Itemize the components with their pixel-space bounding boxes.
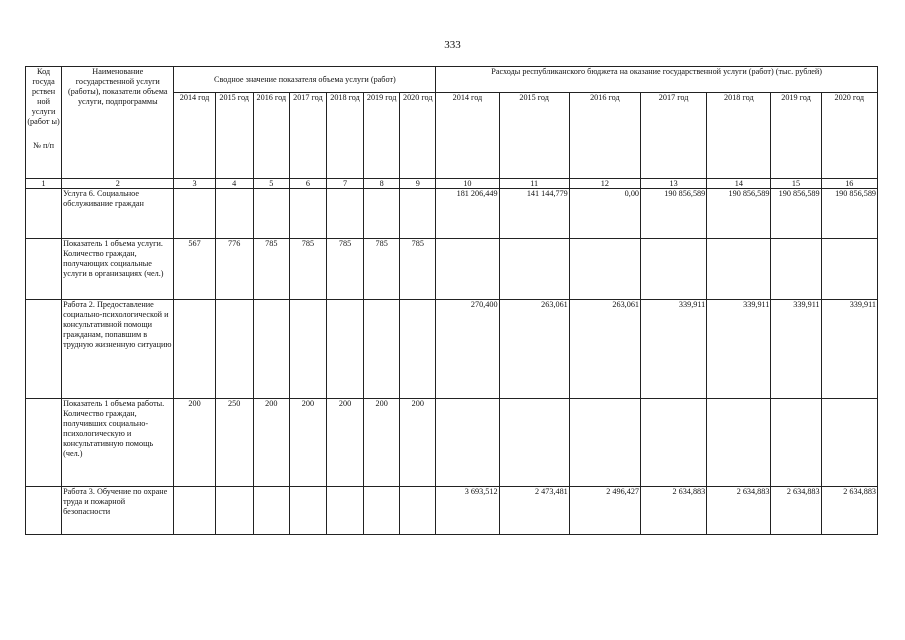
- volume-cell: [174, 189, 215, 239]
- expense-cell: [569, 399, 640, 487]
- column-number: 1: [26, 179, 62, 189]
- volume-cell: [253, 189, 289, 239]
- volume-cell: [326, 487, 363, 535]
- expense-cell: 0,00: [569, 189, 640, 239]
- expense-cell: [499, 239, 569, 300]
- volume-cell: [326, 300, 363, 399]
- header-volume-year: 2015 год: [215, 93, 253, 179]
- volume-cell: 785: [400, 239, 436, 300]
- volume-cell: [400, 189, 436, 239]
- row-code: [26, 487, 62, 535]
- volume-cell: 785: [289, 239, 326, 300]
- expense-cell: [707, 239, 771, 300]
- volume-cell: [253, 487, 289, 535]
- volume-cell: [215, 300, 253, 399]
- column-number: 14: [707, 179, 771, 189]
- header-expense-year: 2018 год: [707, 93, 771, 179]
- volume-cell: [174, 300, 215, 399]
- header-volume-year: 2019 год: [364, 93, 400, 179]
- expense-cell: 339,911: [771, 300, 821, 399]
- header-volume-year: 2014 год: [174, 93, 215, 179]
- expense-cell: 339,911: [707, 300, 771, 399]
- column-number: 5: [253, 179, 289, 189]
- expense-cell: 339,911: [641, 300, 707, 399]
- column-number: 8: [364, 179, 400, 189]
- header-code-np: № п/п: [33, 141, 54, 150]
- header-volume-year: 2017 год: [289, 93, 326, 179]
- column-number: 12: [569, 179, 640, 189]
- header-expense-year: 2015 год: [499, 93, 569, 179]
- table-row: [26, 239, 878, 300]
- expense-cell: 2 634,883: [821, 487, 877, 535]
- row-name: Показатель 1 объема работы. Количество граждан, получивших социально-психологическую и консультативную помощь (чел.): [62, 399, 174, 487]
- volume-cell: 785: [326, 239, 363, 300]
- expense-cell: 190 856,589: [821, 189, 877, 239]
- volume-cell: [289, 487, 326, 535]
- volume-cell: [215, 487, 253, 535]
- expense-cell: 2 634,883: [641, 487, 707, 535]
- table-row: [26, 487, 878, 535]
- column-number: 15: [771, 179, 821, 189]
- volume-cell: 567: [174, 239, 215, 300]
- volume-cell: 200: [364, 399, 400, 487]
- column-number: 9: [400, 179, 436, 189]
- volume-cell: [174, 487, 215, 535]
- volume-cell: [289, 300, 326, 399]
- expense-cell: 190 856,589: [707, 189, 771, 239]
- header-expense-year: 2017 год: [641, 93, 707, 179]
- expense-cell: 181 206,449: [436, 189, 499, 239]
- page-number: 333: [444, 39, 461, 51]
- volume-cell: 785: [364, 239, 400, 300]
- row-name: Работа 3. Обучение по охране труда и пожарной безопасности: [62, 487, 174, 535]
- expense-cell: 2 473,481: [499, 487, 569, 535]
- expense-cell: [499, 399, 569, 487]
- expense-cell: 2 634,883: [771, 487, 821, 535]
- budget-table: [25, 66, 878, 535]
- volume-cell: [253, 300, 289, 399]
- row-code: [26, 239, 62, 300]
- header-volume-year: 2018 год: [326, 93, 363, 179]
- expense-cell: [771, 399, 821, 487]
- row-name: Услуга 6. Социальное обслуживание граждан: [62, 189, 174, 239]
- expense-cell: [641, 239, 707, 300]
- table-row: [26, 300, 878, 399]
- volume-cell: [400, 487, 436, 535]
- expense-cell: [821, 399, 877, 487]
- column-number: 7: [326, 179, 363, 189]
- header-expense-group: Расходы республиканского бюджета на оказание государственной услуги (работ) (тыс. рублей): [436, 67, 878, 93]
- header-expense-year: 2020 год: [821, 93, 877, 179]
- header-volume-group: Сводное значение показателя объема услуги (работ): [174, 67, 436, 93]
- header-row-groups: [26, 67, 878, 93]
- column-number: 16: [821, 179, 877, 189]
- table-row: [26, 399, 878, 487]
- column-number: 13: [641, 179, 707, 189]
- row-code: [26, 300, 62, 399]
- volume-cell: [289, 189, 326, 239]
- header-volume-year: 2016 год: [253, 93, 289, 179]
- expense-cell: [641, 399, 707, 487]
- expense-cell: [569, 239, 640, 300]
- expense-cell: 3 693,512: [436, 487, 499, 535]
- table-row: [26, 189, 878, 239]
- row-code: [26, 399, 62, 487]
- header-code-label: Код госуда рствен ной услуги (работ ы): [27, 67, 60, 126]
- expense-cell: [436, 239, 499, 300]
- volume-cell: 200: [326, 399, 363, 487]
- expense-cell: 263,061: [569, 300, 640, 399]
- expense-cell: 263,061: [499, 300, 569, 399]
- expense-cell: 2 634,883: [707, 487, 771, 535]
- volume-cell: [326, 189, 363, 239]
- volume-cell: 200: [289, 399, 326, 487]
- expense-cell: [707, 399, 771, 487]
- expense-cell: [436, 399, 499, 487]
- row-name: Работа 2. Предоставление социально-психологической и консультативной помощи гражданам, попавшим в трудную жизненную ситуацию: [62, 300, 174, 399]
- volume-cell: 785: [253, 239, 289, 300]
- header-expense-year: 2016 год: [569, 93, 640, 179]
- expense-cell: 141 144,779: [499, 189, 569, 239]
- expense-cell: [771, 239, 821, 300]
- row-code: [26, 189, 62, 239]
- volume-cell: 200: [253, 399, 289, 487]
- volume-cell: 250: [215, 399, 253, 487]
- header-name: Наименование государственной услуги (работы), показатели объема услуги, подпрограммы: [62, 67, 174, 179]
- header-expense-year: 2014 год: [436, 93, 499, 179]
- column-number: 2: [62, 179, 174, 189]
- volume-cell: [364, 189, 400, 239]
- column-number: 11: [499, 179, 569, 189]
- volume-cell: [400, 300, 436, 399]
- expense-cell: [821, 239, 877, 300]
- volume-cell: 200: [400, 399, 436, 487]
- column-number: 10: [436, 179, 499, 189]
- expense-cell: 339,911: [821, 300, 877, 399]
- volume-cell: [364, 487, 400, 535]
- column-number-row: [26, 179, 878, 189]
- column-number: 6: [289, 179, 326, 189]
- header-code: [26, 67, 62, 179]
- expense-cell: 2 496,427: [569, 487, 640, 535]
- column-number: 4: [215, 179, 253, 189]
- header-expense-year: 2019 год: [771, 93, 821, 179]
- column-number: 3: [174, 179, 215, 189]
- expense-cell: 190 856,589: [641, 189, 707, 239]
- header-volume-year: 2020 год: [400, 93, 436, 179]
- row-name: Показатель 1 объема услуги. Количество граждан, получающих социальные услуги в организациях (чел.): [62, 239, 174, 300]
- volume-cell: 200: [174, 399, 215, 487]
- volume-cell: 776: [215, 239, 253, 300]
- expense-cell: 270,400: [436, 300, 499, 399]
- volume-cell: [364, 300, 400, 399]
- volume-cell: [215, 189, 253, 239]
- expense-cell: 190 856,589: [771, 189, 821, 239]
